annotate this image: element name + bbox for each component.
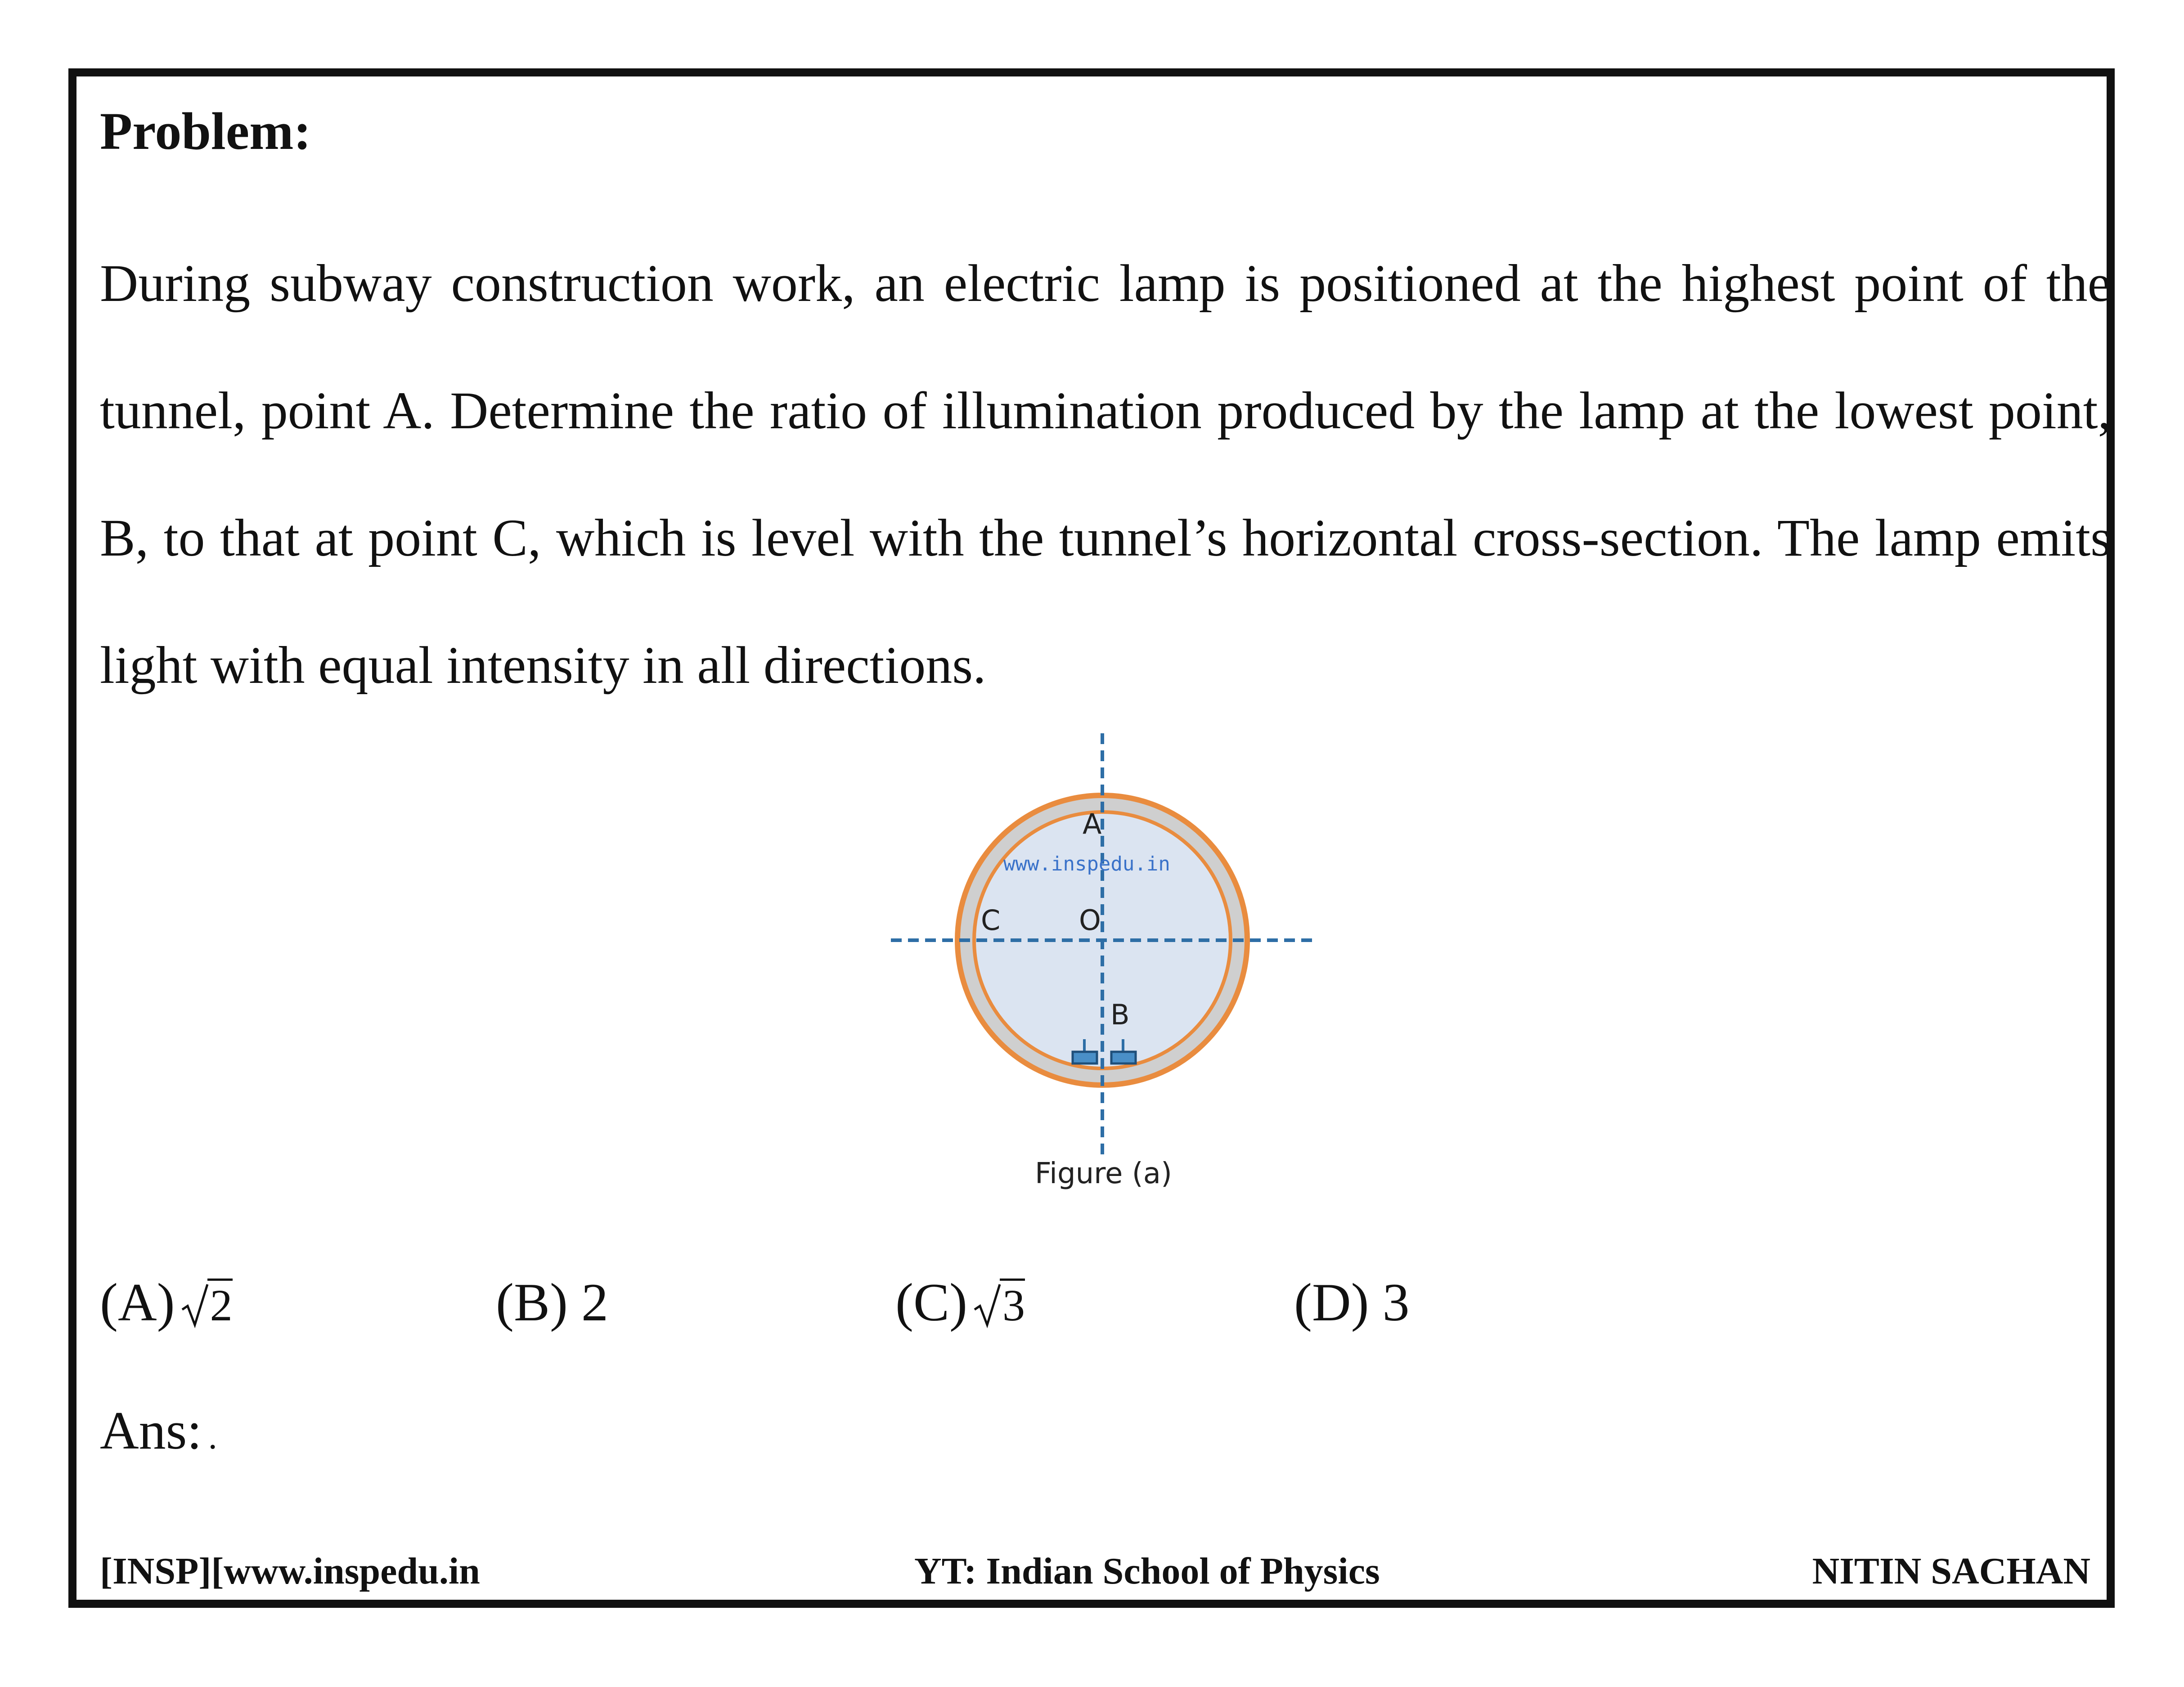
- footer-website: [INSP][www.inspedu.in: [100, 1550, 480, 1592]
- tunnel-diagram: [882, 724, 1332, 1201]
- point-o-label: O: [1079, 904, 1101, 937]
- option-c-sqrt: [974, 1272, 1025, 1339]
- point-b-label: B: [1110, 998, 1130, 1031]
- option-a-sqrt: [181, 1272, 233, 1339]
- watermark-text: www.inspedu.in: [1003, 852, 1170, 875]
- option-b: [496, 1269, 608, 1336]
- problem-statement: During subway construction work, an electric lamp is positioned at the highest point of the tunnel, point A. Determine the ratio of illumination produced by the lamp at the lowest point, B, to that at point C, which is level with the tunnel’s horizontal cross-section. The lamp emits light with equal intensity in all directions.: [100, 254, 2111, 695]
- tunnel-figure: [882, 724, 1332, 1201]
- page-footer: [0, 1547, 2184, 1596]
- point-a-label: A: [1083, 808, 1102, 840]
- option-d-label: (D): [1294, 1272, 1369, 1332]
- answer-options: [0, 1269, 2184, 1336]
- point-c-label: C: [981, 904, 1001, 937]
- answer-value: .: [208, 1417, 217, 1457]
- footer-youtube-channel: YT: Indian School of Physics: [914, 1550, 1380, 1592]
- problem-heading: Problem:: [100, 102, 311, 161]
- option-a-label: (A): [100, 1272, 175, 1332]
- footer-author: NITIN SACHAN: [1812, 1550, 2090, 1592]
- option-b-value: 2: [581, 1272, 608, 1332]
- answer-label: Ans:: [100, 1400, 202, 1460]
- option-c-label: (C): [895, 1272, 967, 1332]
- figure-caption: Figure (a): [1035, 1157, 1172, 1190]
- radical-sign-icon: [181, 1283, 209, 1328]
- radical-sign-icon: [974, 1283, 1002, 1328]
- option-b-label: (B): [496, 1272, 568, 1332]
- answer-line: [100, 1397, 217, 1471]
- option-c-value: 3: [1000, 1279, 1025, 1330]
- option-a: [100, 1269, 233, 1339]
- option-d: [1294, 1269, 1410, 1336]
- option-c: [895, 1269, 1025, 1339]
- option-a-value: 2: [207, 1279, 233, 1330]
- option-d-value: 3: [1382, 1272, 1410, 1332]
